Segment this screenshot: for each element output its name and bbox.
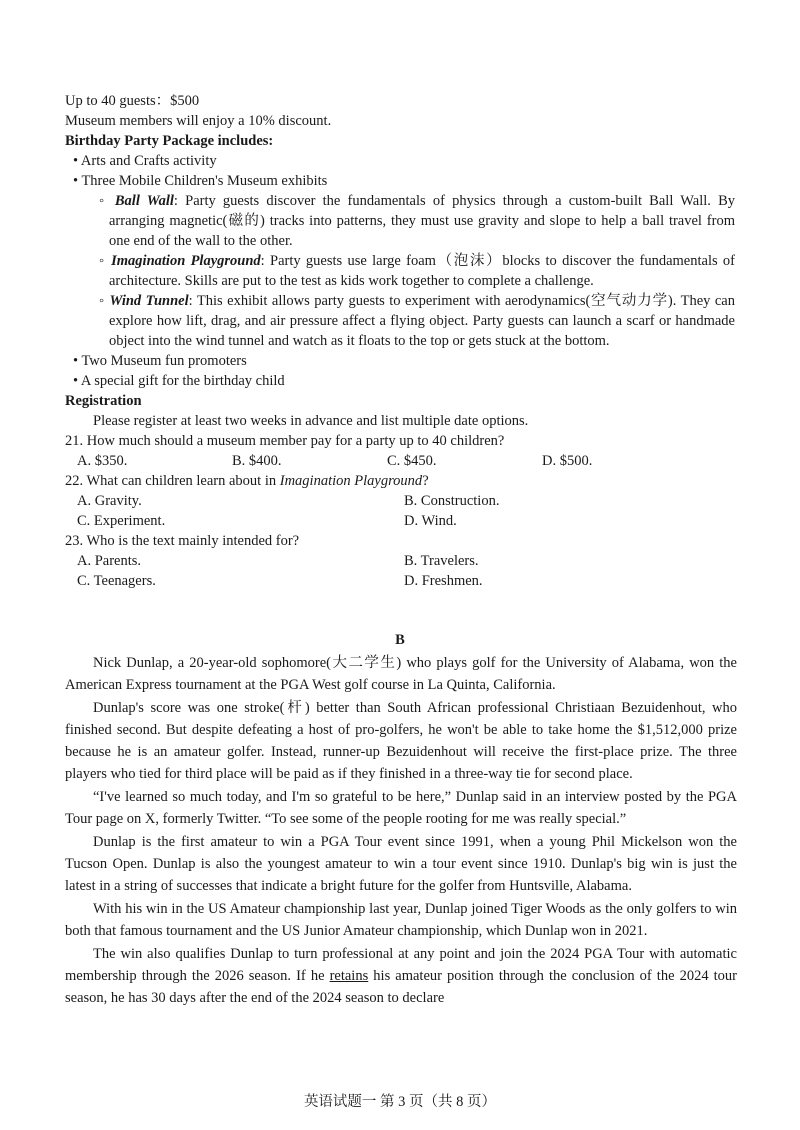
stem-text: 22. What can children learn about in — [65, 473, 280, 489]
option-b: B. Construction. — [404, 493, 500, 509]
question-22 — [65, 471, 735, 491]
item-text: A special gift for the birthday child — [80, 373, 285, 389]
exhibit-title: Wind Tunnel — [109, 293, 189, 309]
exhibit-title: Imagination Playground — [111, 253, 261, 269]
text: The win also qualifies Dunlap to turn professional at any point and join the 2024 PGA Tour with automatic membership through the 2026 season. If he — [65, 946, 737, 984]
passage-b — [65, 652, 737, 1010]
option-b: B. $400. — [232, 453, 282, 469]
exhibit-title: Ball Wall — [114, 193, 174, 209]
question-22-options — [65, 491, 735, 511]
registration-heading: Registration — [65, 393, 142, 409]
exhibit-text: : This exhibit allows party guests to experiment with aerodynamics(空气动力学). They can explore how lift, drag, and air pressure affect a flying object. Party guests can launch a scarf or handmade object into the wind tunnel and watch as it floats to the top or gets stuck at the bottom. — [109, 293, 735, 349]
question-23: 23. Who is the text mainly intended for? — [65, 533, 300, 549]
package-item: • A special gift for the birthday child — [73, 373, 285, 389]
option-d: D. Wind. — [404, 513, 457, 529]
paragraph: With his win in the US Amateur championship last year, Dunlap joined Tiger Woods as the only golfers to win both that famous tournament and the US Junior Amateur championship, which Dunlap won in 2021. — [65, 901, 737, 939]
discount-line: Museum members will enjoy a 10% discount. — [65, 113, 332, 129]
package-item: • Two Museum fun promoters — [73, 353, 247, 369]
paragraph: Dunlap is the first amateur to win a PGA Tour event since 1991, when a young Phil Mickelson won the Tucson Open. Dunlap is also the youngest amateur to win a tour event since 1910. Dunlap's big win is just the latest in a string of successes that indicate a bright future for the golfer from Huntsville, Alabama. — [65, 834, 737, 894]
exhibit-wind-tunnel: ◦ Wind Tunnel: This exhibit allows party guests to experiment with aerodynamics(空气动力学). They can explore how lift, drag, and air pressure affect a flying object. Party guests can launch a scarf or handmade object into the wind tunnel and watch as it floats to the top or gets stuck at the bottom. — [99, 293, 735, 349]
registration-text: Please register at least two weeks in advance and list multiple date options. — [93, 413, 529, 429]
item-text: Arts and Crafts activity — [80, 153, 217, 169]
exhibit-text: : Party guests use large foam（泡沫）blocks to discover the fundamentals of architecture. Skills are put to the test as kids work together to complete a challenge. — [109, 253, 736, 289]
package-item: • Arts and Crafts activity — [73, 153, 217, 169]
section-b-label: B — [395, 632, 405, 648]
question-21: 21. How much should a museum member pay for a party up to 40 children? — [65, 433, 505, 449]
underlined-word: retains — [329, 968, 369, 984]
paragraph: “I've learned so much today, and I'm so grateful to be here,” Dunlap said in an interview posted by the PGA Tour page on X, formerly Twitter. “To see some of the people rooting for me was really special.” — [65, 789, 737, 827]
option-c: C. Teenagers. — [77, 573, 156, 589]
text: his amateur position through the conclusion of the 2024 tour season, he has 30 days after the end of the 2024 season to declare — [65, 968, 737, 1006]
option-a: A. Gravity. — [77, 493, 142, 509]
stem-emphasis: Imagination Playground — [279, 473, 423, 489]
exhibit-text: : Party guests discover the fundamentals of physics through a custom-built Ball Wall. By arranging magnetic(磁的) tracks into patterns, they must use gravity and slope to help a ball travel from one end of the wall to the other. — [109, 193, 736, 249]
question-23-options — [65, 551, 735, 571]
question-21-options — [65, 451, 735, 471]
passage-a-continuation — [65, 91, 735, 591]
stem-text: ? — [422, 473, 429, 489]
item-text: Three Mobile Children's Museum exhibits — [81, 173, 328, 189]
question-23-options — [65, 571, 735, 591]
option-a: A. $350. — [77, 453, 128, 469]
option-d: D. $500. — [542, 453, 593, 469]
exhibit-ball-wall: ◦ Ball Wall: Party guests discover the fundamentals of physics through a custom-built Ball Wall. By arranging magnetic(磁的) tracks into patterns, they must use gravity and slope to help a ball travel from one end of the wall to the other. — [99, 193, 736, 249]
question-22-options — [65, 511, 735, 531]
paragraph: Nick Dunlap, a 20-year-old sophomore(大二学生) who plays golf for the University of Alabama, won the American Express tournament at the PGA West golf course in La Quinta, California. — [65, 655, 737, 693]
exhibit-imagination-playground: ◦ Imagination Playground: Party guests use large foam（泡沫）blocks to discover the fundamentals of architecture. Skills are put to the test as kids work together to complete a challenge. — [99, 253, 736, 289]
option-c: C. $450. — [387, 453, 437, 469]
paragraph: Dunlap's score was one stroke(杆) better than South African professional Christiaan Bezuidenhout, who finished second. But despite defeating a host of pro-golfers, he won't be able to take home the $1,512,000 prize because he is an amateur golfer. Instead, runner-up Bezuidenhout will receive the first-place prize. The three players who tied for third place will be paid as if they finished in a three-way tie for second place. — [65, 700, 737, 782]
paragraph — [65, 943, 737, 1009]
package-item: • Three Mobile Children's Museum exhibits — [73, 173, 328, 189]
option-c: C. Experiment. — [77, 513, 166, 529]
option-b: B. Travelers. — [404, 553, 479, 569]
page-footer: 英语试题一 第 3 页（共 8 页） — [303, 1094, 497, 1110]
option-d: D. Freshmen. — [404, 573, 483, 589]
price-line: Up to 40 guests：$500 — [65, 93, 200, 109]
package-heading: Birthday Party Package includes: — [65, 133, 274, 149]
item-text: Two Museum fun promoters — [81, 353, 247, 369]
option-a: A. Parents. — [77, 553, 142, 569]
